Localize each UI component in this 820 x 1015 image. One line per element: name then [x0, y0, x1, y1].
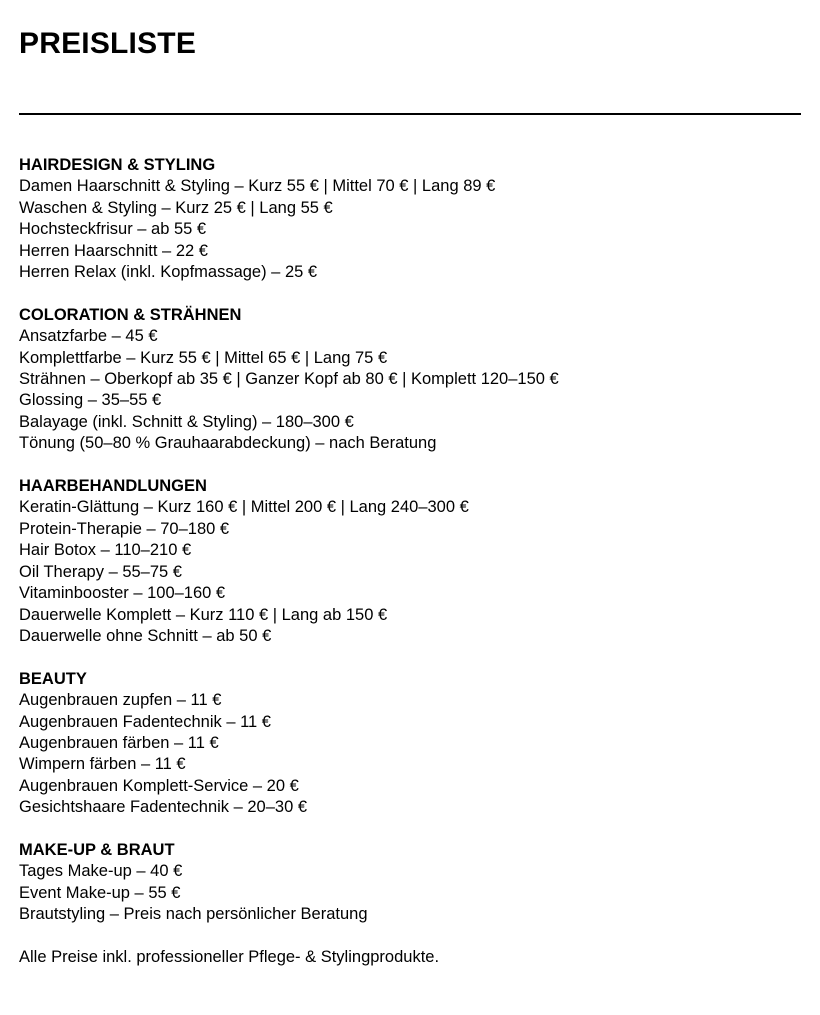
price-list-content: [19, 155, 801, 968]
price-item: Wimpern färben – 11 €: [19, 755, 186, 774]
section-heading: COLORATION & STRÄHNEN: [19, 305, 242, 324]
page-title: PREISLISTE: [19, 27, 197, 60]
section-heading: BEAUTY: [19, 669, 87, 688]
price-item: Komplettfarbe – Kurz 55 € | Mittel 65 € | Lang 75 €: [19, 348, 388, 367]
price-item: Waschen & Styling – Kurz 25 € | Lang 55 €: [19, 198, 333, 217]
price-item: Tönung (50–80 % Grauhaarabdeckung) – nach Beratung: [19, 434, 437, 453]
section-heading: HAARBEHANDLUNGEN: [19, 477, 207, 496]
price-item: Hair Botox – 110–210 €: [19, 541, 192, 560]
section-heading: MAKE-UP & BRAUT: [19, 840, 175, 859]
section-make-up-braut: [19, 840, 801, 926]
price-item: Oil Therapy – 55–75 €: [19, 562, 182, 581]
price-item: Augenbrauen Komplett-Service – 20 €: [19, 776, 299, 795]
price-item: Dauerwelle Komplett – Kurz 110 € | Lang ab 150 €: [19, 605, 388, 624]
section-haarbehandlungen: [19, 476, 801, 647]
title-divider: [19, 113, 801, 115]
price-item: Tages Make-up – 40 €: [19, 862, 183, 881]
section-heading: HAIRDESIGN & STYLING: [19, 156, 216, 174]
price-item: Augenbrauen Fadentechnik – 11 €: [19, 712, 271, 731]
price-item: Gesichtshaare Fadentechnik – 20–30 €: [19, 798, 308, 817]
price-item: Dauerwelle ohne Schnitt – ab 50 €: [19, 626, 272, 645]
section-hairdesign-styling: [19, 155, 801, 283]
price-item: Damen Haarschnitt & Styling – Kurz 55 € | Mittel 70 € | Lang 89 €: [19, 177, 496, 196]
price-item: Event Make-up – 55 €: [19, 883, 181, 902]
price-item: Ansatzfarbe – 45 €: [19, 327, 158, 346]
price-item: Vitaminbooster – 100–160 €: [19, 584, 226, 603]
price-item: Augenbrauen zupfen – 11 €: [19, 691, 222, 710]
price-item: Protein-Therapie – 70–180 €: [19, 519, 230, 538]
price-item: Hochsteckfrisur – ab 55 €: [19, 220, 207, 239]
price-item: Herren Haarschnitt – 22 €: [19, 241, 208, 260]
price-item: Brautstyling – Preis nach persönlicher Beratung: [19, 905, 368, 924]
section-coloration-straehnen: [19, 305, 801, 455]
section-beauty: [19, 669, 801, 819]
price-item: Strähnen – Oberkopf ab 35 € | Ganzer Kopf ab 80 € | Komplett 120–150 €: [19, 370, 559, 389]
price-item: Herren Relax (inkl. Kopfmassage) – 25 €: [19, 263, 318, 282]
price-item: Glossing – 35–55 €: [19, 391, 162, 410]
price-item: Augenbrauen färben – 11 €: [19, 733, 219, 752]
price-item: Balayage (inkl. Schnitt & Styling) – 180–300 €: [19, 412, 354, 431]
footer-note: Alle Preise inkl. professioneller Pflege- & Stylingprodukte.: [19, 947, 440, 966]
price-item: Keratin-Glättung – Kurz 160 € | Mittel 200 € | Lang 240–300 €: [19, 498, 469, 517]
